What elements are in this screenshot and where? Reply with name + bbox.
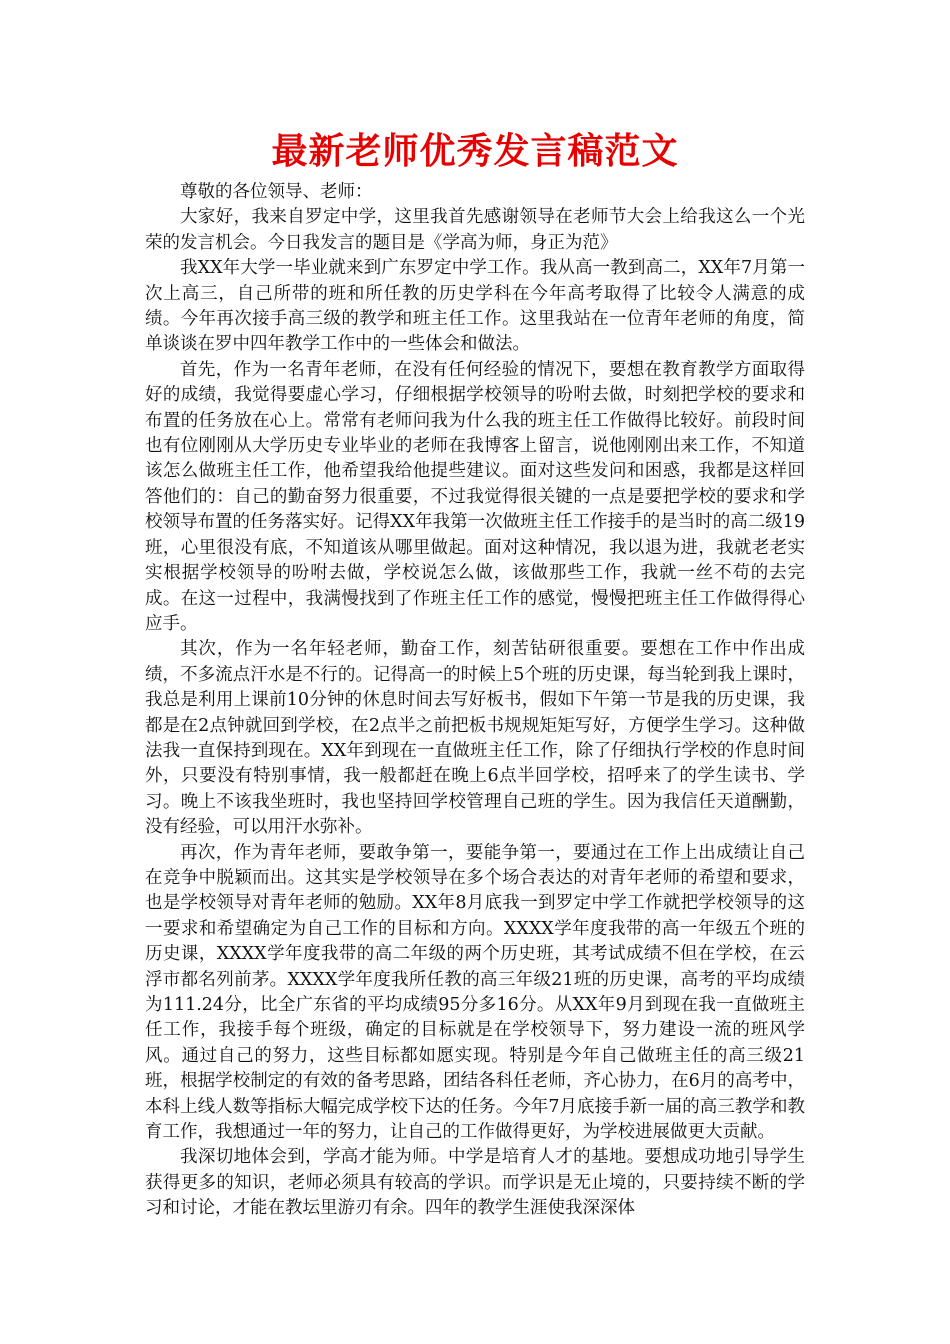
paragraph: 其次，作为一名年轻老师，勤奋工作，刻苦钻研很重要。要想在工作中作出成绩，不多流点汗水是不行的。记得高一的时候上5个班的历史课，每当轮到我上课时，我总是利用上课前10分钟的休息时间去写好板书，假如下午第一节是我的历史课，我都是在2点钟就回到学校，在2点半之前把板书规规矩矩写好，方便学生学习。这种做法我一直保持到现在。XX年到现在一直做班主任工作，除了仔细执行学校的作息时间外，只要没有特别事情，我一般都赶在晚上6点半回学校，招呼来了的学生读书、学习。晚上不该我坐班时，我也坚持回学校管理自己班的学生。因为我信任天道酬勤，没有经验，可以用汗水弥补。 <box>145 639 805 838</box>
paragraph: 我深切地体会到，学高才能为师。中学是培育人才的基地。要想成功地引导学生获得更多的知识，老师必须具有较高的学识。而学识是无止境的，只要持续不断的学习和讨论，才能在教坛里游刃有余。四年的教学生涯使我深深体 <box>145 1147 805 1219</box>
document-title: 最新老师优秀发言稿范文 <box>271 131 679 172</box>
paragraph: 大家好，我来自罗定中学，这里我首先感谢领导在老师节大会上给我这么一个光荣的发言机会。今日我发言的题目是《学高为师，身正为范》 <box>145 207 805 253</box>
paragraph: 再次，作为青年老师，要敢争第一，要能争第一，要通过在工作上出成绩让自己在竞争中脱颖而出。这其实是学校领导在多个场合表达的对青年老师的希望和要求，也是学校领导对青年老师的勉励。XX年8月底我一到罗定中学工作就把学校领导的这一要求和希望确定为自己工作的目标和方向。XXXX学年度我带的高一年级五个班的历史课，XXXX学年度我带的高二年级的两个历史班，其考试成绩不但在学校，在云浮市都名列前茅。XXXX学年度我所任教的高三年级21班的历史课，高考的平均成绩为111.24分，比全广东省的平均成绩95分多16分。从XX年9月到现在我一直做班主任工作，我接手每个班级，确定的目标就是在学校领导下，努力建设一流的班风学风。通过自己的努力，这些目标都如愿实现。特别是今年自己做班主任的高三级21班，根据学校制定的有效的备考思路，团结各科任老师，齐心协力，在6月的高考中，本科上线人数等指标大幅完成学校下达的任务。今年7月底接手新一届的高三教学和教育工作，我想通过一年的努力，让自己的工作做得更好，为学校进展做更大贡献。 <box>145 842 805 1143</box>
document-body <box>145 180 805 1222</box>
paragraph: 我XX年大学一毕业就来到广东罗定中学工作。我从高一教到高二，XX年7月第一次上高三，自己所带的班和所任教的历史学科在今年高考取得了比较令人满意的成绩。今年再次接手高三级的教学和班主任工作。这里我站在一位青年老师的角度，简单谈谈在罗中四年教学工作中的一些体会和做法。 <box>145 258 805 355</box>
paragraph-salutation: 尊敬的各位领导、老师： <box>180 182 373 202</box>
paragraph: 首先，作为一名青年老师，在没有任何经验的情况下，要想在教育教学方面取得好的成绩，我觉得要虚心学习，仔细根据学校领导的吩咐去做，时刻把学校的要求和布置的任务放在心上。常常有老师问我为什么我的班主任工作做得比较好。前段时间也有位刚刚从大学历史专业毕业的老师在我博客上留言，说他刚刚出来工作，不知道该怎么做班主任工作，他希望我给他提些建议。面对这些发问和困惑，我都是这样回答他们的：自己的勤奋努力很重要，不过我觉得很关键的一点是要把学校的要求和学校领导布置的任务落实好。记得XX年我第一次做班主任工作接手的是当时的高二级19班，心里很没有底，不知道该从哪里做起。面对这种情况，我以退为进，我就老老实实根据学校领导的吩咐去做，学校说怎么做，该做那些工作，我就一丝不苟的去完成。在这一过程中，我满慢找到了作班主任工作的感觉，慢慢把班主任工作做得得心应手。 <box>145 359 805 634</box>
